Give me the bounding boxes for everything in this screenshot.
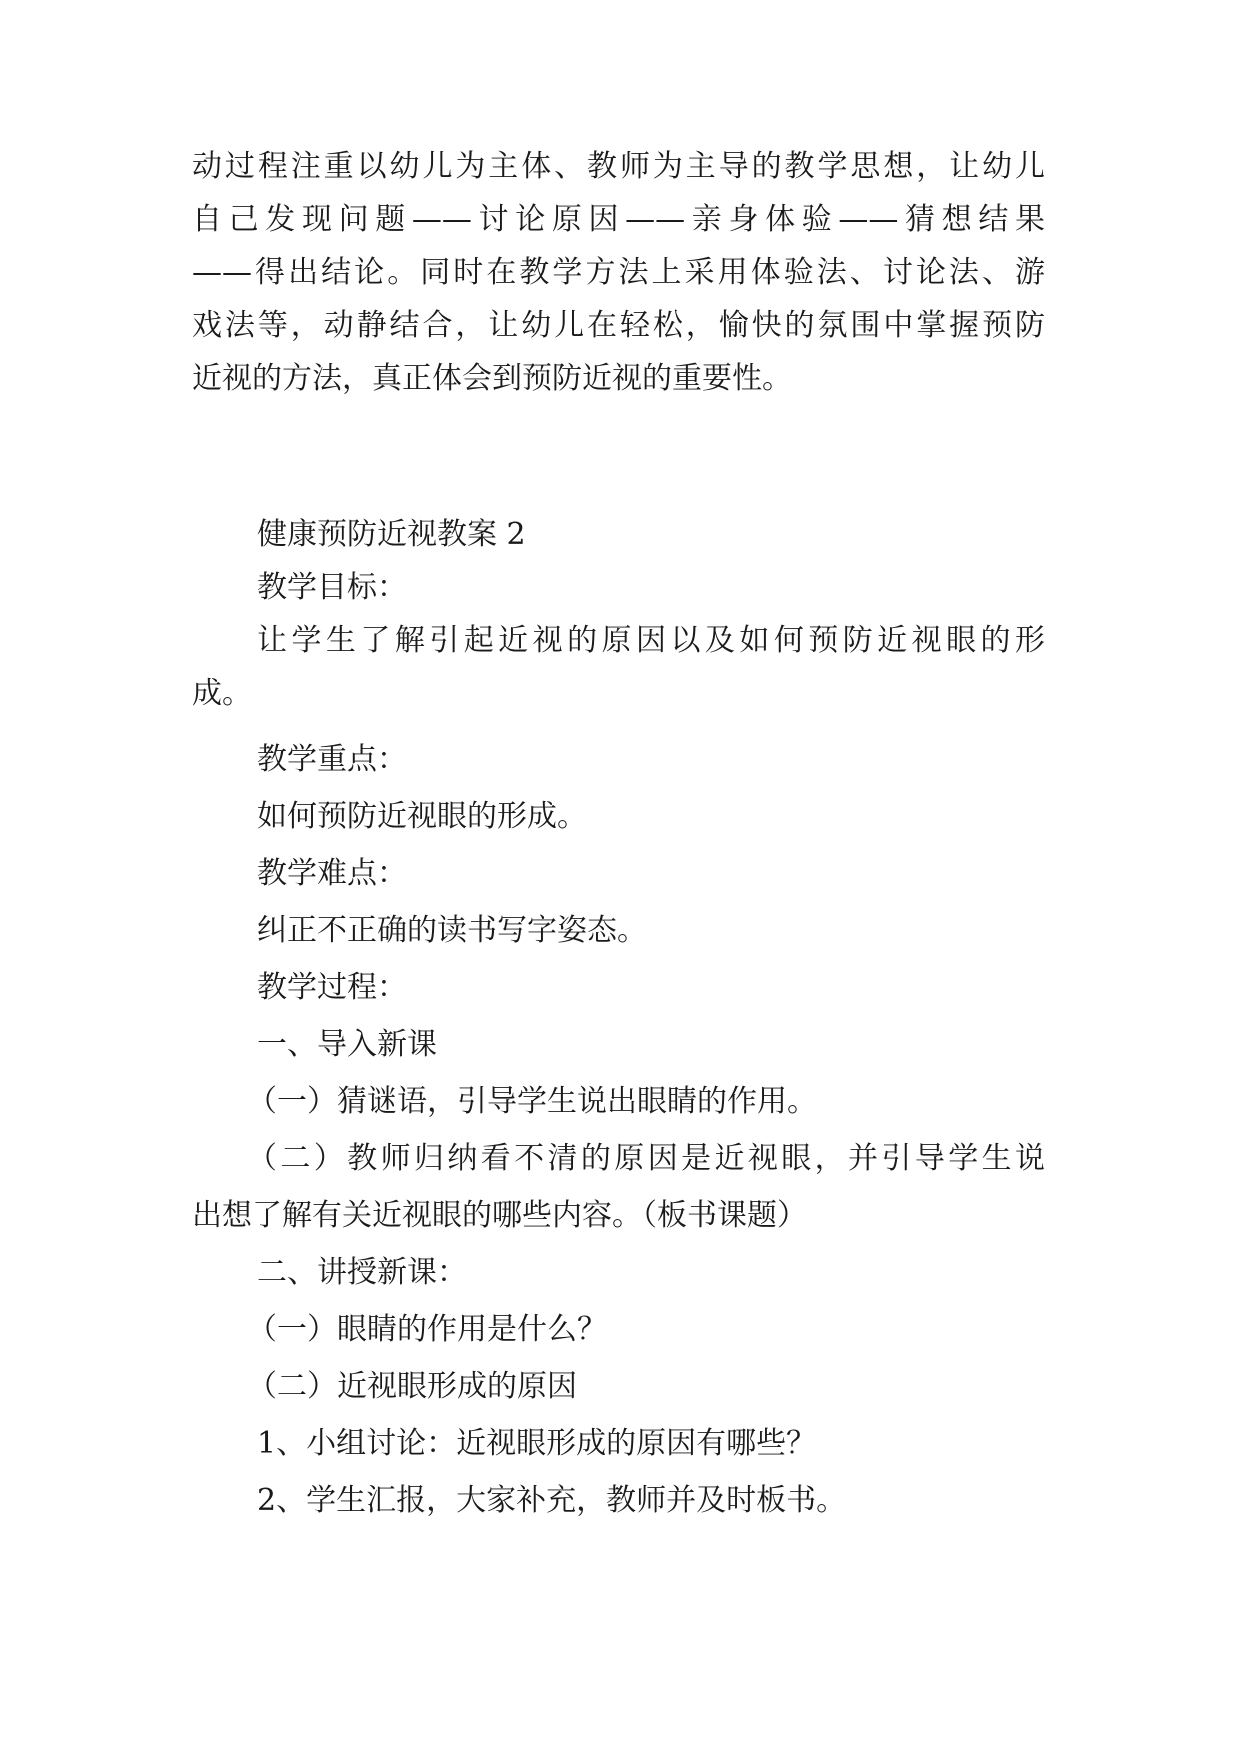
goal-heading: 教学目标： — [257, 570, 407, 605]
key-heading: 教学重点： — [257, 742, 407, 777]
paragraph-line-2: 自己发现问题——讨论原因——亲身体验——猜想结果 — [192, 202, 1045, 237]
difficulty-heading: 教学难点： — [257, 856, 407, 891]
part1-heading: 一、导入新课 — [257, 1027, 437, 1062]
goal-text-line-1: 让学生了解引起近视的原因以及如何预防近视眼的形 — [257, 623, 1045, 658]
part1-item-2-line-2: 出想了解有关近视眼的哪些内容。（板书课题） — [192, 1198, 807, 1233]
difficulty-text: 纠正不正确的读书写字姿态。 — [257, 913, 647, 948]
part2-item-2: （二）近视眼形成的原因 — [247, 1369, 577, 1404]
key-text: 如何预防近视眼的形成。 — [257, 799, 587, 834]
section-title: 健康预防近视教案 2 — [257, 517, 526, 552]
part2-item-1: （一）眼睛的作用是什么？ — [247, 1312, 607, 1347]
part1-item-2-line-1: （二）教师归纳看不清的原因是近视眼，并引导学生说 — [247, 1141, 1045, 1176]
paragraph-line-3: ——得出结论。同时在教学方法上采用体验法、讨论法、游 — [192, 255, 1045, 290]
goal-text-line-2: 成。 — [192, 676, 252, 711]
paragraph-line-4: 戏法等，动静结合，让幼儿在轻松，愉快的氛围中掌握预防 — [192, 308, 1045, 343]
part2-heading: 二、讲授新课： — [257, 1255, 467, 1290]
part2-step-2: 2、学生汇报，大家补充，教师并及时板书。 — [257, 1483, 847, 1518]
paragraph-line-5: 近视的方法，真正体会到预防近视的重要性。 — [192, 361, 792, 396]
part2-step-1: 1、小组讨论：近视眼形成的原因有哪些？ — [257, 1426, 817, 1461]
process-heading: 教学过程： — [257, 970, 407, 1005]
paragraph-line-1: 动过程注重以幼儿为主体、教师为主导的教学思想，让幼儿 — [192, 149, 1045, 184]
part1-item-1: （一）猜谜语，引导学生说出眼睛的作用。 — [247, 1084, 817, 1119]
